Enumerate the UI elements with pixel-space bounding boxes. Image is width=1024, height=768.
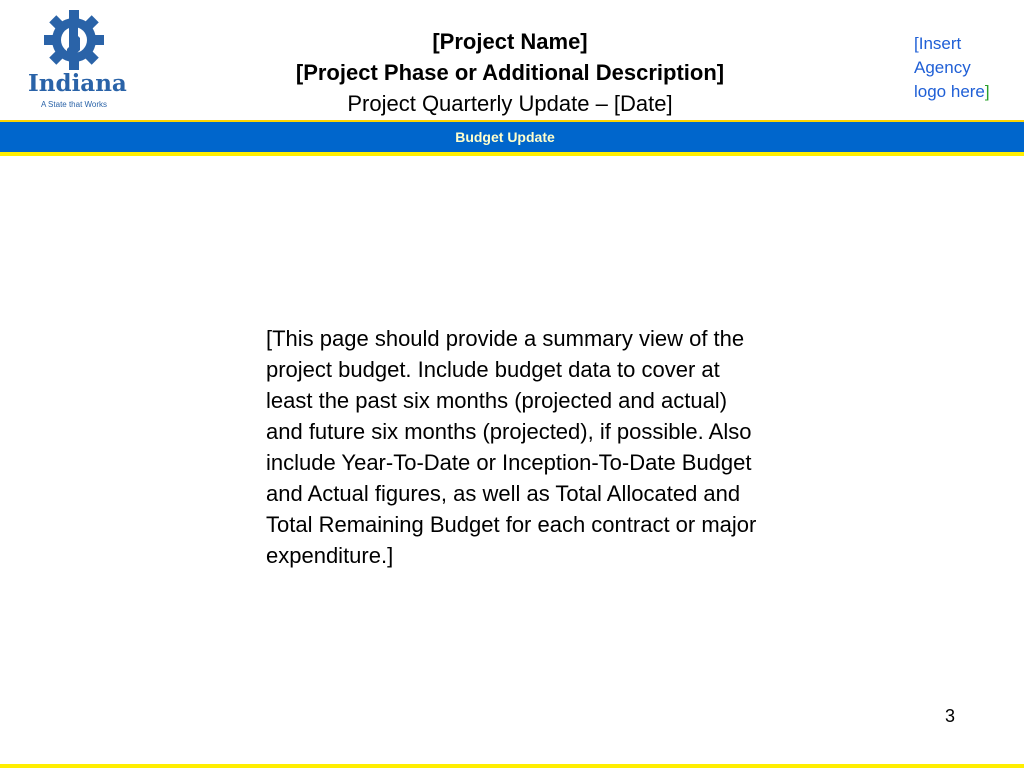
page-number: 3 (945, 706, 956, 726)
section-band (0, 120, 1024, 156)
logo-tagline: A State that Works (40, 100, 108, 109)
quarterly-update-line: Project Quarterly Update – [Date] (347, 91, 673, 116)
project-phase-subtitle: [Project Phase or Additional Description] (295, 60, 725, 85)
agency-logo-bracket: ] (984, 82, 990, 101)
header-title-block (210, 26, 810, 119)
section-title: Budget Update (455, 129, 555, 145)
agency-logo-line-3 (914, 80, 1018, 104)
indiana-logo (28, 10, 127, 110)
gear-icon (42, 10, 106, 70)
footer-divider (0, 764, 1024, 768)
agency-logo-line-2: Agency (914, 58, 971, 77)
project-name-title: [Project Name] (432, 29, 588, 54)
logo-wordmark: Indiana (28, 70, 127, 97)
agency-logo-line-1: [Insert (914, 34, 962, 53)
agency-logo-placeholder (914, 32, 1018, 104)
agency-logo-line-3-text: logo here (914, 82, 985, 101)
budget-summary-instructions: [This page should provide a summary view of the project budget. Include budget data to cover at least the past six months (projected and actual) and future six months (projected), if possible. Also include Year-To-Date or Inception-To-Date Budget and Actual figures, as well as Total Allocated and Total Remaining Budget for each contract or major expenditure.] (266, 326, 757, 568)
